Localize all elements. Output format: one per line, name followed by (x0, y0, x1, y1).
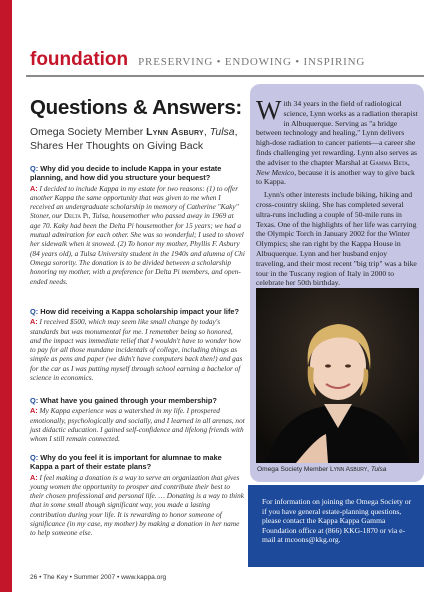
qa-block-2: Q: How did receiving a Kappa scholarship impact your life? A: I received $500, which may seem like small change by today's standards but was monumental for me. I remember being so honored, and the impact was immediate relief that I wouldn't have to wonder how to pay for all those mundane incidentals of college, including things as simple as pens and paper (we didn't have computers back then!) and gas for the car as I was putting myself through school earning a bachelor of science in economics. (30, 307, 243, 383)
left-color-bar (0, 0, 12, 592)
header-rule (26, 75, 424, 77)
qa-block-4: Q: Why do you feel it is important for alumnae to make Kappa a part of their estate plans? A: I feel making a donation is a way to serve an organization that gives young women the opportunity to prosper and contribute their best to their chosen professional and personal life. … Donating is a way to think that in some small though significant way, you made a lasting contribution during your life. It is rewarding to honor someone of significance (in my case, my mother) by making a donation in her name to help someone else. (30, 453, 244, 538)
question-text: What have you gained through your membership? (40, 396, 217, 405)
drop-cap: W (256, 95, 282, 125)
answer-text: I received $500, which may seem like small change by today's standards but was monumental for me. I remember being so honored, and the impact was immediate relief that I wouldn't have to wonder how to pay for all those mundane incidentals of college, including things as simple as pens and paper (we didn't have computers back then!) and gas for the car as I was putting myself through school earning a bachelor of science in economics. (30, 317, 243, 383)
subtitle-name: Lynn Asbury (146, 126, 204, 138)
section-brand: foundation (30, 49, 129, 70)
photo-caption: Omega Society Member Lynn Asbury, Tulsa (257, 466, 387, 473)
answer-text: I feel making a donation is a way to serve an organization that gives young women the opportunity to prosper and contribute their best to their chosen professional and personal life. … Donating is a way to think that in some small though significant way, you made a lasting contribution during your life. It is rewarding to honor someone of significance (in my case, my mother) by making a donation in her name to help someone else. (30, 472, 244, 538)
article-title: Questions & Answers: (30, 96, 242, 119)
question-text: How did receiving a Kappa scholarship impact your life? (40, 307, 240, 316)
question-text: Why did you decide to include Kappa in your estate planning, and how did you structure your bequest? (30, 164, 222, 183)
profile-paragraph-1: With 34 years in the field of radiological science, Lynn works as a radiation therapist in Albuquerque. Serving as "a bridge between technology and healing," Lynn delivers high-dose radiation to cancer patients—a career she finds challenging yet rewarding. Lynn also serves as the adviser to the chapter Marshal at Gamma Beta, New Mexico, because it is another way to give back to Kappa. (256, 95, 418, 187)
portrait-photo (256, 288, 419, 463)
profile-sidebar-text (256, 95, 418, 291)
contact-text: For information on joining the Omega Society or if you have general estate-planning questions, please contact the Kappa Kappa Gamma Foundation office at (866) KKG-1870 or via e-mail at mcoons@kkg.org. (262, 497, 412, 545)
answer-text: My Kappa experience was a watershed in my life. I prospered emotionally, psychologically and socially, and I learned in all arenas, not just didactic education. I gained self-confidence and lifelong friends with whom I still remain connected. (30, 406, 245, 444)
qa-block-3: Q: What have you gained through your membership? A: My Kappa experience was a watershed in my life. I prospered emotionally, psychologically and socially, and I learned in all arenas, not just didactic education. I gained self-confidence and lifelong friends with whom I still remain connected. (30, 396, 245, 444)
page-footer: 26 • The Key • Summer 2007 • www.kappa.org (30, 574, 167, 581)
question-text: Why do you feel it is important for alumnae to make Kappa a part of their estate plans? (30, 453, 222, 472)
subtitle-city: Tulsa (209, 126, 235, 138)
contact-info-box (248, 485, 424, 567)
section-tagline: PRESERVING • ENDOWING • INSPIRING (138, 56, 366, 68)
article-subtitle: Omega Society Member Lynn Asbury, Tulsa, Shares Her Thoughts on Giving Back (30, 126, 238, 152)
subtitle-tail: Shares Her Thoughts on Giving Back (30, 140, 204, 152)
profile-paragraph-2: Lynn's other interests include biking, hiking and cross-country skiing. She has completed several ultra-runs including a couple of 50-mile runs in Texas. One of the highlights of her life was carrying the Olympic Torch in January 2002 for the Winter Olympics; she ran right by the Kappa House in Albuquerque. Lynn and her husband enjoy traveling, and their most recent "big trip" was a bike tour in the Tuscany region of Italy in 2000 to celebrate her 50th birthday. (256, 190, 417, 288)
section-header (30, 49, 430, 73)
qa-block-1: Q: Why did you decide to include Kappa in your estate planning, and how did you structure your bequest? A: I decided to include Kappa in my estate for two reasons: (1) to offer another Kappa the same opportunity that was given to me when I received an undergraduate scholarship in memory of Catherine "Kaky" Stoner, our Delta Pi, Tulsa, housemother who passed away in 1969 at age 70. Kaky had been the Delta Pi housemother for 15 years; we had a mutual admiration for each other. She was so wonderful; I used to shovel her sidewalk when it snowed. (2) To honor my mother, Phyllis F. Asbury (84 years old), a Tulsa University student in the 1940s and alumna of Chi Omega sorority. The donation is to be divided between a scholarship honoring my mother, with a preference for Delta Pi members, and open-ended needs. (30, 164, 245, 286)
